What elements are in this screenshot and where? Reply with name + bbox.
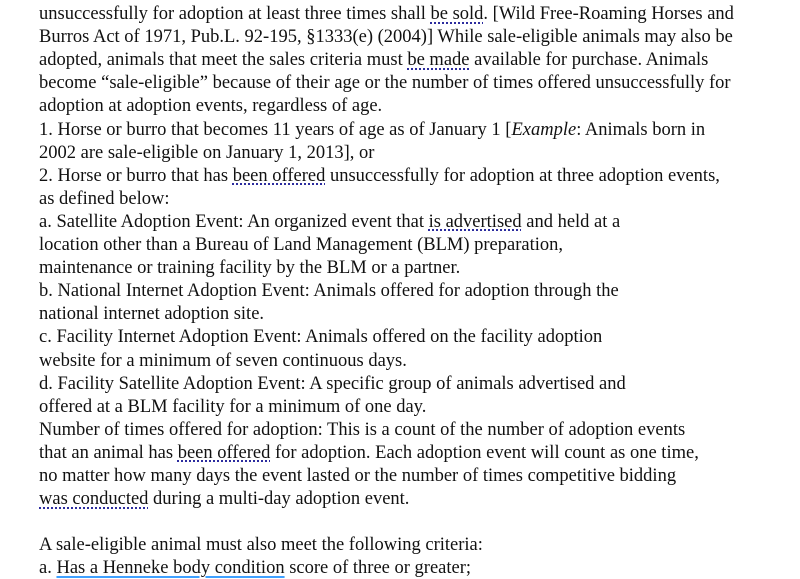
text-run: 1. Horse or burro that becomes 11 years of age as of January 1 [ (39, 119, 512, 140)
text-line (39, 72, 731, 94)
text-line (39, 396, 426, 418)
text-line (39, 257, 460, 279)
text-run: : Animals born in (576, 119, 706, 140)
text-run: . [Wild Free-Roaming Horses and (483, 4, 734, 24)
text-line (39, 373, 626, 395)
text-run: Number of times offered for adoption: This is a count of the number of adoption events (39, 419, 686, 440)
text-line (39, 303, 264, 325)
text-run: for adoption. Each adoption event will count as one time, (270, 442, 699, 463)
text-run: location other than a Bureau of Land Management (BLM) preparation, (39, 235, 563, 255)
grammar-underlined-phrase: be made (407, 50, 470, 71)
text-line (39, 280, 619, 302)
text-run: offered at a BLM facility for a minimum of one day. (39, 396, 427, 417)
text-run: unsuccessfully for adoption at three adoption events, (325, 165, 720, 186)
text-line (39, 211, 620, 233)
grammar-underlined-phrase: been offered (232, 165, 326, 186)
text-run: that an animal has (39, 442, 178, 463)
text-line (39, 188, 170, 210)
text-line (39, 350, 407, 372)
text-line (39, 165, 720, 187)
text-line (39, 95, 382, 117)
text-run: score of three or greater; (284, 558, 472, 579)
text-run: adoption at adoption events, regardless of age. (39, 96, 383, 117)
text-run: national internet adoption site. (39, 304, 265, 325)
italic-text: Example (511, 119, 577, 140)
text-run: become “sale-eligible” because of their age or the number of times offered unsuccessfully for (39, 73, 731, 94)
text-line (39, 488, 409, 510)
text-line (39, 49, 708, 71)
text-run: c. Facility Internet Adoption Event: Animals offered on the facility adoption (39, 327, 603, 348)
text-line (39, 442, 699, 464)
text-run: a. (39, 558, 57, 579)
grammar-underlined-phrase: Has a Henneke body condition (56, 558, 285, 579)
text-run: as defined below: (39, 188, 170, 209)
text-run: and held at a (521, 211, 621, 232)
text-run: maintenance or training facility by the BLM or a partner. (39, 258, 461, 279)
text-run: available for purchase. Animals (469, 50, 709, 71)
text-run: 2. Horse or burro that has (39, 165, 233, 186)
text-run: during a multi-day adoption event. (148, 489, 410, 510)
text-line (39, 534, 483, 556)
text-run: a. Satellite Adoption Event: An organized event that (39, 211, 429, 232)
text-run: d. Facility Satellite Adoption Event: A specific group of animals advertised and (39, 373, 626, 394)
text-line (39, 234, 563, 256)
text-run: adopted, animals that meet the sales criteria must (39, 50, 408, 71)
grammar-underlined-phrase: was conducted (39, 489, 149, 510)
text-line (39, 3, 734, 25)
text-line (39, 142, 374, 164)
text-run: Burros Act of 1971, Pub.L. 92-195, §1333(e) (2004)] While sale-eligible animals may also be (39, 27, 733, 48)
text-run: b. National Internet Adoption Event: Animals offered for adoption through the (39, 281, 619, 302)
text-run: A sale-eligible animal must also meet the following criteria: (39, 535, 483, 556)
grammar-underlined-phrase: be sold (430, 4, 484, 24)
grammar-underlined-phrase: been offered (177, 442, 271, 463)
text-line (39, 465, 676, 487)
text-run: unsuccessfully for adoption at least three times shall (39, 4, 431, 24)
text-line (39, 419, 685, 441)
text-run: website for a minimum of seven continuous days. (39, 350, 407, 371)
grammar-underlined-phrase: is advertised (428, 211, 522, 232)
text-run: 2002 are sale-eligible on January 1, 2013], or (39, 142, 375, 163)
text-run: no matter how many days the event lasted or the number of times competitive bidding (39, 466, 677, 486)
text-line (39, 26, 733, 48)
text-line (39, 326, 602, 348)
text-line (39, 557, 471, 579)
text-line (39, 119, 705, 141)
